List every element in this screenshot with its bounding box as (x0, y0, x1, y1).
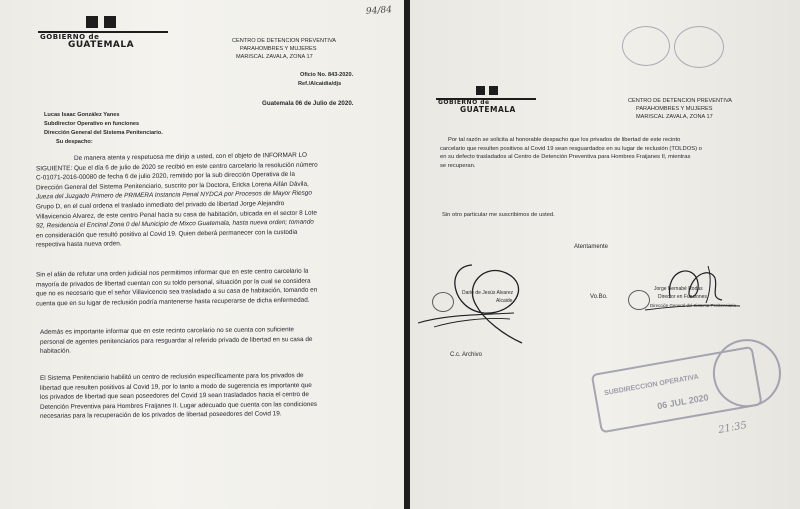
right-page (410, 0, 800, 509)
stamp-office: SUBDIRECCION OPERATIVA (603, 373, 700, 398)
official-seal-left (432, 292, 454, 312)
handwritten-page-number: 94/84 (365, 5, 393, 17)
seal-stamp-right (674, 26, 724, 68)
logo-text-top: GOBIERNO de (40, 33, 100, 41)
institution-line-2: PARAHOMBRES Y MUJERES (636, 106, 713, 112)
paragraph-3: Además es importante informar que en este recinto carcelario no se cuenta con suficiente personal de agentes penitenciarios para resguardar al referido privado de libertad en su casa de habitación. (40, 326, 313, 356)
institution-line-3: MARISCAL ZAVALA, ZONA 17 (636, 114, 713, 120)
signature-right (640, 258, 750, 328)
institution-line-3: MARISCAL ZAVALA, ZONA 17 (236, 54, 313, 60)
signer-left-name: Dario de Jesús Alvarez (462, 290, 514, 296)
paragraph-2: Sin el afán de refutar una orden judicial nos permitimos informar que en este centro carcelario la mayoría de privados de libertad cuentan con su toldo personal, situación por la cual se considera que no es necesario que el señor Villavicencio sea trasladado a su casa de habitación, tomando en cuenta que en su lugar de reclusión podría mantenerse hasta recuperarse de dicha enfermedad. (36, 267, 318, 308)
oficio-number: Oficio No. 843-2020. (300, 72, 354, 78)
signer-right-office: Dirección General del Sistema Penitenciario (650, 303, 736, 308)
government-logo (38, 16, 178, 56)
letter-date: Guatemala 06 de Julio de 2020. (262, 100, 354, 107)
reference: Ref./Alcaidia/djs (298, 81, 342, 87)
government-logo (436, 86, 546, 116)
recipient-office: Dirección General del Sistema Penitenciario. (44, 130, 163, 136)
signer-right-name: Jorge Bernabé Rodas (654, 286, 703, 292)
paragraph-4: El Sistema Penitenciario habilitó un centro de reclusión específicamente para los privados de libertad que resulten positivos al Covid 19, por lo tanto a modo de sugerencia es importante que los privados de libertad que sean poseedores del Covid 19 sean trasladados hacia el centro de Detención Preventiva para Hombres Fraijanes II. Lugar adecuado que cuenta con las condiciones necesarias para la recuperación de los privados de libertad poseedores del Covid 19. (40, 372, 318, 421)
stamp-time: 21:35 (717, 420, 748, 436)
institution-line-2: PARAHOMBRES Y MUJERES (240, 46, 317, 52)
logo-text-bottom: GUATEMALA (68, 40, 135, 50)
logo-text-bottom: GUATEMALA (460, 105, 516, 114)
logo-text-top: GOBIERNO de (438, 99, 490, 106)
official-seal-right (628, 290, 650, 310)
recipient-title: Subdirector Operativo en funciones (44, 121, 140, 127)
received-stamp (588, 322, 800, 509)
signer-right-title: Director en Funciones (658, 294, 707, 300)
recipient-name: Lucas Isaac González Yanes (44, 112, 120, 118)
cc-archivo: C.c. Archivo (450, 352, 483, 358)
closing-line: Sin otro particular me suscribimos de usted. (442, 212, 555, 218)
seal-stamp-left (622, 26, 670, 66)
signer-left-title: Alcaide (496, 298, 513, 304)
vobo-label: Vo.Bo. (590, 294, 608, 300)
salutation: Su despacho: (56, 139, 93, 145)
paragraph-1: De manera atenta y respetuosa me dirijo a usted, con el objeto de INFORMAR LO SIGUIENTE: Que el día 6 de julio de 2020 se recibió en este centro carcelario la resolución número C-01071-2016-00080 de fecha 6 de julio 2020, remitido por la sub dirección Operativa de la Dirección General del Sistema Penitenciario, suscrito por la Doctora, Ericka Lorena Aifán Dávila, Jueza del Juzgado Primero de PRIMERA Instancia Penal NYDCA por Procesos de Mayor Riesgo Grupo D, en el cual ordena el traslado inmediato del privado de libertad Jorge Alejandro Villavicencio Alvarez, de este centro Penal hacia su casa de habitación, ubicada en el sector 8 Lote 92, Residencia el Encinal Zona 0 del Municipio de Mixco Guatemala, hasta nueva orden; tomando en consideración que resultó positivo al Covid 19. Quien deberá permanecer con la custodia respectiva hasta nueva orden. (36, 151, 318, 249)
institution-line-1: CENTRO DE DETENCION PREVENTIVA (232, 38, 337, 44)
institution-line-1: CENTRO DE DETENCION PREVENTIVA (628, 98, 733, 104)
stamp-date: 06 JUL 2020 (656, 392, 710, 412)
request-paragraph: Por tal razón se solicita al honorable despacho que los privados de libertad de este recinto carcelario que resulten positivos al Covid 19 sean resguardados en su lugar de reclusión (TOLDOS) o en su defecto trasladados al Centro de Detención Preventiva para Hombres Fraijanes II, mientras se recuperan. (440, 137, 702, 169)
atentamente: Atentamente (574, 244, 609, 250)
